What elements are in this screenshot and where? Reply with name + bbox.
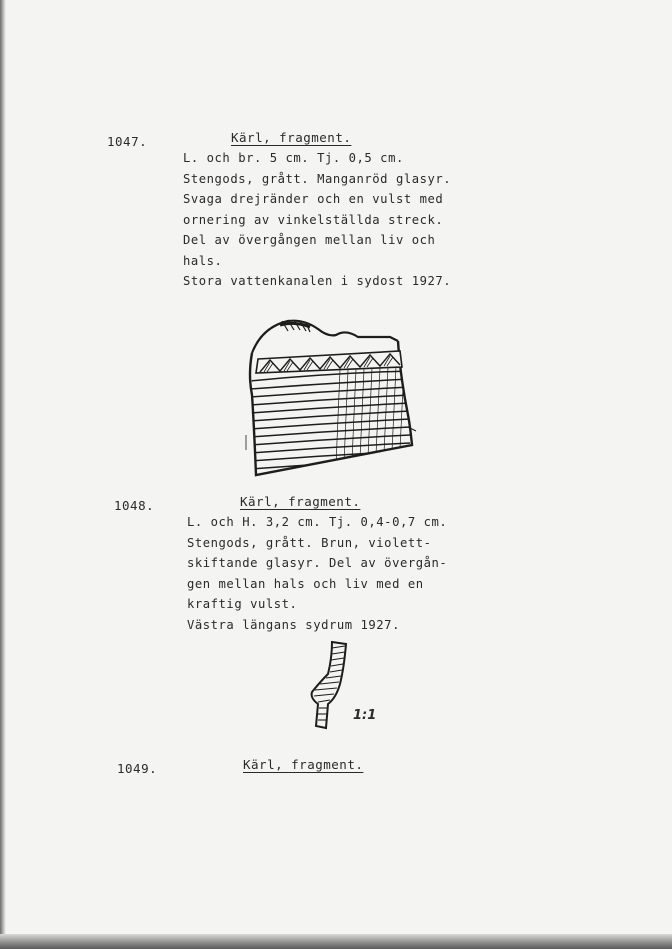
description-line: ornering av vinkelställda streck. [183, 212, 444, 227]
description-line: L. och H. 3,2 cm. Tj. 0,4-0,7 cm. [187, 515, 448, 529]
page-bottom-edge [0, 934, 672, 949]
description-line: gen mellan hals och liv med en [187, 576, 424, 591]
page-left-edge [0, 0, 6, 949]
description-line: Del av övergången mellan liv och [183, 233, 436, 247]
entry-number-1049: 1049. [117, 761, 158, 776]
description-line: hals. [183, 253, 223, 268]
entry-title-1049: Kärl, fragment. [243, 757, 364, 772]
description-line: Svaga drejränder och en vulst med [183, 192, 444, 206]
description-line: skiftande glasyr. Del av övergån- [187, 556, 448, 570]
fragment-profile-drawing-1048 [306, 638, 356, 733]
description-line: L. och br. 5 cm. Tj. 0,5 cm. [183, 151, 404, 165]
scale-label: 1:1 [353, 708, 377, 723]
description-line: kraftig vulst. [187, 597, 298, 611]
entry-number-1047: 1047. [107, 134, 148, 149]
entry-description-1048 [187, 512, 447, 635]
entry-title-1047: Kärl, fragment. [231, 130, 352, 145]
entry-description-1047 [183, 148, 451, 292]
description-line: Västra längans sydrum 1927. [187, 617, 400, 632]
entry-title-1048: Kärl, fragment. [240, 494, 361, 509]
description-line: Stengods, grått. Brun, violett- [187, 535, 432, 550]
description-line: Stora vattenkanalen i sydost 1927. [183, 274, 452, 288]
fragment-drawing-1047 [240, 315, 425, 485]
entry-number-1048: 1048. [114, 498, 155, 513]
description-line: Stengods, grått. Manganröd glasyr. [183, 171, 452, 186]
